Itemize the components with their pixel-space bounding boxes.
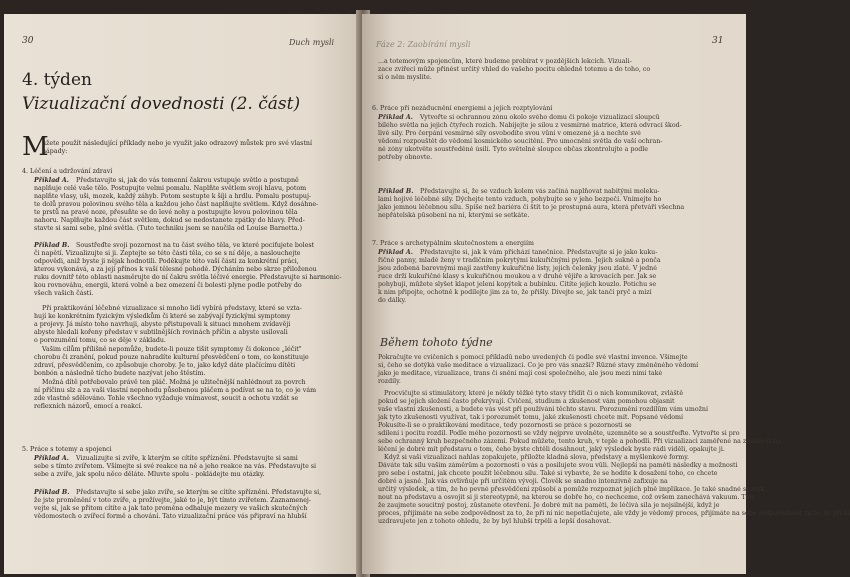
example-label: Příklad A. <box>34 177 69 184</box>
paragraph-line: k nim připojte, ochotně k podílejte jim za to, že přišly. Dívejte se, jak tančí pryč a mizí <box>378 289 652 296</box>
paragraph-line: Představujte si, jak do vás temenní čakrou vstupuje světlo a postupně <box>76 177 299 184</box>
paragraph-line: ...a totemovým spojencům, které budeme probírat v pozdějších lekcích. Vizuali- <box>378 58 632 65</box>
section-heading: 7. Práce s archetypálním skutečnostem a energiím <box>372 240 534 247</box>
paragraph-line: rozdíly. <box>378 378 401 385</box>
paragraph-line: pokud se jejich složení často překrývají. Cvičení, studium a zkušenost vám pomohou objasnit <box>378 398 675 405</box>
paragraph-line: jako jemnou léčebnou sílu. Spíše než bariéra či štít to je prostupná aura, která přetváří všechna <box>378 204 685 211</box>
paragraph-line: Soustřeďte svoji pozornost na tu část svého těla, ve které pociťujete bolest <box>76 242 315 249</box>
section-heading: 6. Práce při nezáducnění energiemi a jejich rozptylování <box>372 105 553 112</box>
paragraph-line: Procvičujte si stimulátory, které je někdy těžké tyto stavy třídit či o nich komunikovat, zvláště <box>384 390 684 397</box>
paragraph-line: naplňuje celé vaše tělo. Postupujte velmi pomalu. Naplňte světlem svoji hlavu, potom <box>34 185 307 192</box>
paragraph-line: sebe ochranný kruh bezpečného zázemí. Pokud můžete, tento kruh, v teple a pohodlí. Při vizualizaci zaměřené na změnu či na <box>378 438 782 445</box>
paragraph-line: te prstů na pravé noze, přesuňte se do levé nohy a postupujte levou polovinou těla <box>34 209 298 216</box>
paragraph-line: sebe s tímto zvířetem. Všímejte si své reakce na ně a jeho reakce na vás. Představujte si <box>34 463 317 470</box>
paragraph-line: chorobu či zranění, pokud pouze nahradíte kulturní přesvědčení o tom, co konstituuje <box>34 354 309 361</box>
paragraph-line: do dálky. <box>378 297 407 304</box>
example-label: Příklad B. <box>34 242 70 249</box>
paragraph-line: nahoru. Naplňujte každou část světlem, dokud se nedostanete zpátky do hlavy. Před- <box>34 217 305 224</box>
paragraph-line: o porozumění tomu, co se děje v základu. <box>34 337 166 344</box>
paragraph-line: uzdravujete jen z tohoto ohledu, že by byl hlubší trpěli a lepší dosahovat. <box>378 518 612 525</box>
paragraph-line: dobré a jasné. Jak vás ovlivňuje při určitém vývoji. Člověk se snadno intenzivně zafixuje na <box>378 478 668 485</box>
paragraph-line: ruku dovnitř této oblasti nasměrujte do ní čakru světla léčivé energie. Představujte si harmonic- <box>34 274 342 281</box>
paragraph-line: Představujte si, jak k vám přichází tanečnice. Představujte si je jako kuku- <box>420 249 658 256</box>
paragraph-line: že zaujmete soucitný postoj, zůstanete otevření. Je dobré mít na paměti, že léčivá síla je nejsilnější, když je <box>378 502 720 509</box>
paragraph-line: vaše vlastní zkušenosti, a budete vás vést při používání těchto stavu. Porozumění rozdílům vám umožní <box>378 406 709 413</box>
paragraph-line: vejte si, jak se přitom cítíte a jak tato proměna odhaluje mezery ve vašich skutečných <box>34 505 308 512</box>
left-page-number: 30 <box>22 36 34 46</box>
paragraph-line: hují ke konkrétním fyzickým výsledkům či které se zabývají fyzickými symptomy <box>34 313 291 320</box>
paragraph-line: naplňte vlasy, uši, mozek, každý záhyb. Potom sestupte k šíji a hrdlu. Pomalu postupuj- <box>34 193 312 200</box>
paragraph-line: Představujte si, že se vzduch kolem vás začíná naplňovat nabitými moleku- <box>420 188 660 195</box>
right-running-head: Fáze 2: Zaobírání mysli <box>376 40 471 49</box>
example-label: Příklad B. <box>378 188 414 195</box>
drop-cap: M <box>22 132 49 162</box>
paragraph-line: určitý výsledek, a tím, že ho pevné přesvědčení způsobí a pomůže rozpoznat jejich plně implikace. Je také snadné si zvyk- <box>378 486 767 493</box>
right-page-number: 31 <box>712 36 724 46</box>
paragraph-line: odpovědi, aniž byste ji nějak hodnotili. Poděkujte této vaší části za konkrétní práci, <box>34 258 299 265</box>
paragraph-line: pohybují, můžete slyšet klapot jelení kopýtek a bubínku. Cítíte jejich kouzlo. Potichu se <box>378 281 657 288</box>
paragraph-line: lami hojivé léčebné síly. Dýchejte tento vzduch, pohybujte se v jeho bezpečí. Vnímejte ho <box>378 196 662 203</box>
example-label: Příklad A. <box>378 114 413 121</box>
section-heading: 5. Práce s totemy a spojenci <box>22 446 112 453</box>
paragraph-line: řičné panny, mladé ženy v tradičním pokrytými kukuřičnými pylem. Jejich sukně a ponča <box>378 257 661 264</box>
paragraph-line: bonbón a následně tícho budete nazývat jeho štěstím. <box>34 370 206 377</box>
paragraph-line: si o něm myslíte. <box>378 74 432 81</box>
paragraph-line: zde vlastně sdělováno. Tohle všechno vyžaduje vnímavost, soucit a ochotu vzdát se <box>34 395 299 402</box>
paragraph-line: zdraví, přesvědčením, co způsobuje choroby. Je to, jako když dáte plačícímu dítěti <box>34 362 296 369</box>
right-page <box>362 14 850 574</box>
paragraph-line: abyste hledali kořeny představ v subtilnějších rovinách příčin a abyste usilovali <box>34 329 288 336</box>
paragraph-line: reflexních názorů, emocí a reakcí. <box>34 403 143 410</box>
paragraph-line: né zóny ukotvěte soustředěné úsilí. Tyto světelné sloupce občas zkontrolujte a podle <box>378 146 648 153</box>
paragraph-line: ruce drží kukuřičné klasy s kukuřičnou moukou a v druhé vějíře a krovacích per. Jak se <box>378 273 657 280</box>
paragraph-line: či napětí. Vizualizujte si ji. Zeptejte se této části těla, co se s ní děje, a naslouchejte <box>34 250 301 257</box>
paragraph-line: pro sebe i ostatní, jak chcete použít léčebnou sílu. Také si vybavte, že se hodíte k dosažení toho, co chcete <box>378 470 718 477</box>
paragraph-line: nout na představu a osvojit si ji stereotypně, na kterou se dobře ho, co nechceme, což ovšem zanechává vakuum. Tím, <box>378 494 756 501</box>
paragraph-line: Možná dítě potřebovalo právě ten pláč. Možná je užitečnější nahlédnout za povrch <box>42 379 306 386</box>
paragraph-line: jsou zdobená barevnými mají zastřeny kukuřičné listy, jejich čelenky jsou zlaté. V jedné <box>378 265 657 272</box>
paragraph-line: zace zvířecí může přinést určitý vhled do vašeho pocitu ohledně totemu a do toho, co <box>378 66 651 73</box>
paragraph-line: že jste proměnění v toto zvíře, a prožívejte, jaké to je, být tímto zvířetem. Zaznamenej- <box>34 497 312 504</box>
paragraph-line: sebe a zvíře, jak spolu něco děláte. Mluvte spolu - pokládejte mu otázky. <box>34 471 265 478</box>
paragraph-line: léčení je dobré mít představu o tom, čeho byste chtěli dosáhnout, jaký výsledek byste rádi viděli, opakujte ji. <box>378 446 725 453</box>
example-label: Příklad A. <box>34 455 69 462</box>
intro-line: nápady: <box>42 148 68 155</box>
chapter-title: Vizualizační dovednosti (2. část) <box>22 94 301 114</box>
paragraph-line: Když si vaši vizualizaci nahlas zopakujete, přiložte kladná slova, představy a myšlenkové formy. <box>384 454 689 461</box>
paragraph-line: kterou vykonává, a za její přínos k vaší tělesné pohodě. Dýcháním nebo skrze přiloženou <box>34 266 317 273</box>
paragraph-line: potřeby obnovte. <box>378 154 433 161</box>
paragraph-line: ní příčinu slz a za vaši vlastní nepohodu působenou pláčem a podívat se na to, co je vám <box>34 387 317 394</box>
section-title: Během tohoto týdne <box>380 336 493 349</box>
paragraph-line: Dáváte tak sílu vašim záměrům a pozornosti o vás a posilujete svou vůli. Nejlepší na paměti následky a možnosti <box>378 462 738 469</box>
paragraph-line: jako je meditace, vizualizace, trans či snění mají cosi společného, ale jsou mezi nimi také <box>378 370 663 377</box>
paragraph-line: nepřátelská působení na ní, kterými se setkáte. <box>378 212 530 219</box>
paragraph-line: Vašim cílům přílišně nepomůže, budete-li pouze tišit symptomy či dokonce „léčit" <box>42 346 302 353</box>
example-label: Příklad A. <box>378 249 413 256</box>
paragraph-line: vědomostech o zvířecí formě a chování. Tato vizualizační práce vás připraví na hlubší <box>34 513 307 520</box>
paragraph-line: a projevy. Já místo toho navrhuji, abyste přistupovali k situaci mnohem zvídavěji <box>34 321 291 328</box>
paragraph-line: proces, přijímáte na sebe zodpovědnost za to, že při ní nic nepotlačujete, ale vždy je vědomý proces, přijímáte na sebe zodpovědnost za to, že při ní <box>378 510 850 517</box>
paragraph-line: jak tyto zkušenosti využívat, tak i porozumět tomu, jaké zkušenosti chcete mít. Popsané vědomí <box>378 414 684 421</box>
paragraph-line: Představujte si sebe jako zvíře, se kterým se cítíte spřízněni. Představujte si, <box>76 489 322 496</box>
paragraph-line: všech vašich částí. <box>34 290 94 297</box>
paragraph-line: bílého světla na jejich čtyřech rozích. Nabíjejte je silou z vesmírné matrice, která odvrací škod- <box>378 122 682 129</box>
chapter-heading: 4. týden <box>22 70 92 90</box>
intro-line: ůžete použít následující příklady nebo je využít jako odrazový můstek pro své vlastní <box>42 140 312 147</box>
paragraph-line: sdílení i pocitu rozdíl. Podle mého pozornosti se vždy nejprve uvolněte, uzemněte se a soustřeďte. Vytvořte si pro <box>378 430 740 437</box>
paragraph-line: Pokusíte-li se o praktikování meditace, tedy pozornosti se práce s pozorností se <box>378 422 632 429</box>
left-running-head: Duch mysli <box>289 38 335 47</box>
paragraph-line: Pokračujte ve cvičeních s pomocí příkladů nebo uvedených či podle své vlastní invence. Všímejte <box>378 354 688 361</box>
paragraph-line: Vytvořte si ochrannou zónu okolo svého domu či pokoje vizualizací sloupců <box>420 114 660 121</box>
example-label: Příklad B. <box>34 489 70 496</box>
left-page <box>4 14 362 574</box>
paragraph-line: stavte si sami sebe, plné světla. (Tuto techniku jsem se naučila od Louise Barnetta.) <box>34 225 303 232</box>
paragraph-line: kou rovnováhu, energii, která volně a bez omezení či bolesti plyne podle potřeby do <box>34 282 302 289</box>
paragraph-line: si, čeho se dotýká vaše meditace a vizualizaci. Co je pro vás snazší? Různé stavy změněného vědomí <box>378 362 699 369</box>
paragraph-line: Při praktikování léčebné vizualizace si mnoho lidí vybírá představy, které se vzta- <box>42 305 302 312</box>
paragraph-line: Vizualizujte si zvíře, k kterým se cítíte spřízněni. Představujte si sami <box>76 455 298 462</box>
paragraph-line: livé síly. Pro čerpání vesmírné síly osvobodíte svou vůni v omezené já a nechte své <box>378 130 641 137</box>
paragraph-line: te dolů pravou polovinou svého těla a každou jeho část naplňujte světlem. Když dosáhne- <box>34 201 319 208</box>
section-heading: 4. Léčení a udržování zdraví <box>22 168 113 175</box>
paragraph-line: vědomí rozpouštět do vědomí kosmického soucítění. Pro umocnění světla do vaší ochran- <box>378 138 663 145</box>
